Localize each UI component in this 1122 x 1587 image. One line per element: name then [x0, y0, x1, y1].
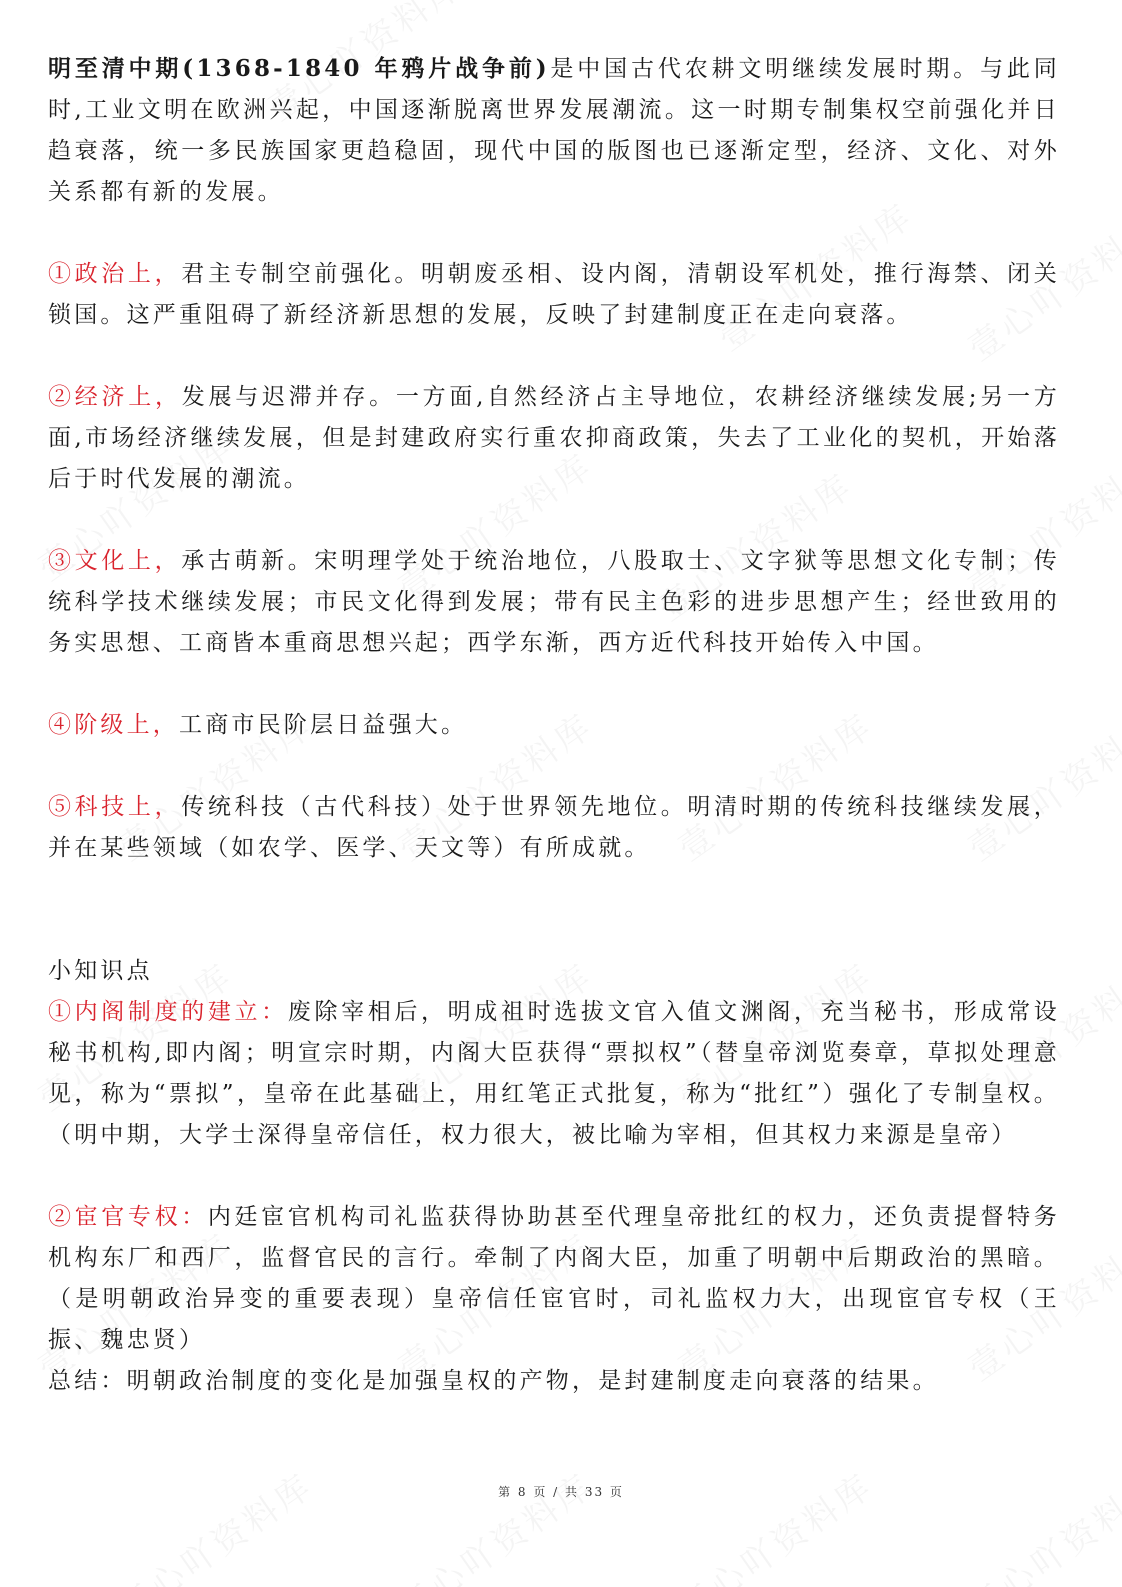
section-label: ④阶级上，: [48, 712, 179, 738]
section-text: 君主专制空前强化。明朝废丞相、设内阁，清朝设军机处，推行海禁、闭关锁国。这严重阻碍了新经济新思想的发展，反映了封建制度正在走向衰落。: [48, 261, 1060, 328]
section-label: ⑤科技上，: [48, 794, 182, 820]
spacer: [48, 336, 1060, 377]
knowledge-heading: 小知识点: [48, 958, 153, 984]
section-label: ③文化上，: [48, 548, 182, 574]
page-number: 第 8 页 / 共 33 页: [498, 1485, 624, 1499]
section-text: 承古萌新。宋明理学处于统治地位，八股取士、文字狱等思想文化专制；传统科学技术继续发展；市民文化得到发展；带有民主色彩的进步思想产生；经世致用的务实思想、工商皆本重商思想兴起；西学东渐，西方近代科技开始传入中国。: [48, 548, 1060, 656]
spacer: [48, 213, 1060, 254]
section-label: ②经济上，: [48, 384, 182, 410]
watermark: [667, 1459, 882, 1587]
watermark: [107, 1459, 322, 1587]
section-text: 工商市民阶层日益强大。: [179, 712, 468, 738]
section-text: 发展与迟滞并存。一方面,自然经济占主导地位，农耕经济继续发展;另一方面,市场经济继续发展，但是封建政府实行重农抑商政策，失去了工业化的契机，开始落后于时代发展的潮流。: [48, 384, 1060, 492]
section-text: 传统科技（古代科技）处于世界领先地位。明清时期的传统科技继续发展，并在某些领域（如农学、医学、天文等）有所成就。: [48, 794, 1060, 861]
knowledge-text: 内廷宦官机构司礼监获得协助甚至代理皇帝批红的权力，还负责提督特务机构东厂和西厂，监督官民的言行。牵制了内阁大臣，加重了明朝中后期政治的黑暗。（是明朝政治异变的重要表现）皇帝信任宦官时，司礼监权力大，出现宦官专权（王振、魏忠贤）: [48, 1204, 1060, 1353]
document-page: [48, 48, 1060, 1402]
knowledge-label: ①内阁制度的建立：: [48, 999, 288, 1025]
section-label: ①政治上，: [48, 261, 182, 287]
watermark: [957, 1459, 1122, 1587]
spacer: [48, 869, 1060, 910]
intro-text: 是中国古代农耕文明继续发展时期。与此同时,工业文明在欧洲兴起，中国逐渐脱离世界发展潮流。这一时期专制集权空前强化并日趋衰落，统一多民族国家更趋稳固，现代中国的版图也已逐渐定型，经济、文化、对外关系都有新的发展。: [48, 56, 1060, 205]
section-culture: [48, 541, 1060, 664]
section-economy: [48, 377, 1060, 500]
knowledge-text: 废除宰相后，明成祖时选拔文官入值文渊阁，充当秘书，形成常设秘书机构,即内阁；明宣宗时期，内阁大臣获得“票拟权”（替皇帝浏览奏章，草拟处理意见，称为“票拟”，皇帝在此基础上，用红笔正式批复，称为“批红”）强化了专制皇权。（明中期，大学士深得皇帝信任，权力很大，被比喻为宰相，但其权力来源是皇帝）: [48, 999, 1060, 1148]
section-politics: [48, 254, 1060, 336]
knowledge-summary: 总结：明朝政治制度的变化是加强皇权的产物，是封建制度走向衰落的结果。: [48, 1368, 939, 1394]
intro-paragraph: [48, 48, 1060, 213]
watermark: [387, 1459, 602, 1587]
spacer: [48, 500, 1060, 541]
intro-lead: 明至清中期(1368-1840 年鸦片战争前): [48, 55, 550, 82]
spacer: [48, 910, 1060, 951]
spacer: [48, 746, 1060, 787]
section-class: [48, 705, 1060, 746]
knowledge-item-eunuch: [48, 1197, 1060, 1361]
spacer: [48, 1156, 1060, 1197]
spacer: [48, 664, 1060, 705]
section-technology: [48, 787, 1060, 869]
knowledge-label: ②宦官专权：: [48, 1204, 208, 1230]
knowledge-item-cabinet: [48, 992, 1060, 1156]
